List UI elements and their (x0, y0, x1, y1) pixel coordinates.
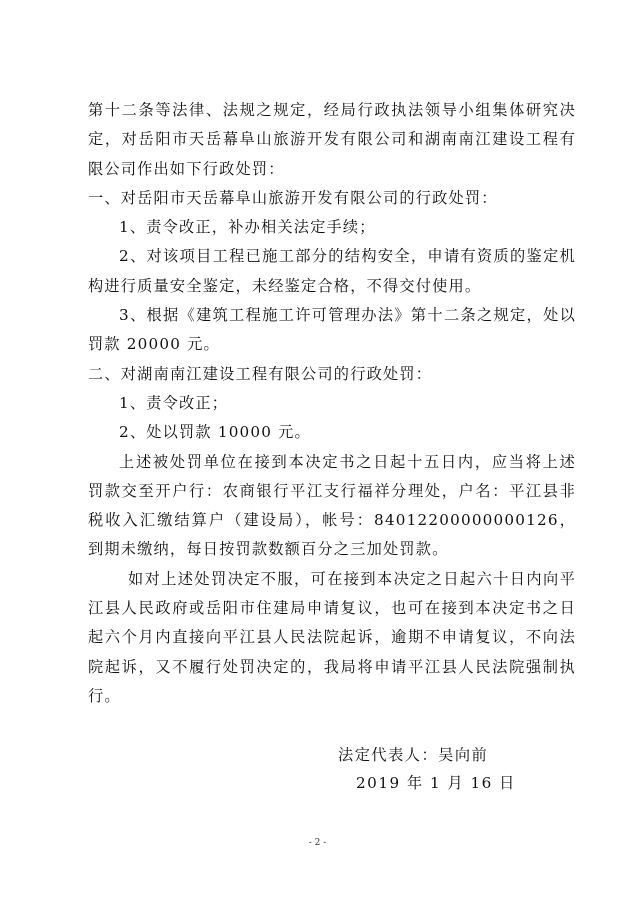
page-number: - 2 - (308, 838, 327, 848)
decision-date: 2019 年 1 月 16 日 (356, 774, 516, 792)
document-body (88, 96, 576, 711)
payment-paragraph: 上述被处罚单位在接到本决定书之日起十五日内，应当将上述罚款交至开户行：农商银行平江支行福祥分理处，户名：平江县非税收入汇缴结算户（建设局），帐号：84012200000000126，到期未缴纳，每日按罚款数额百分之三加处罚款。 (88, 452, 576, 559)
intro-paragraph: 第十二条等法律、法规之规定，经局行政执法领导小组集体研究决定，对岳阳市天岳幕阜山旅游开发有限公司和湖南南江建设工程有限公司作出如下行政处罚： (88, 101, 576, 178)
section-2-item-2: 2、处以罚款 10000 元。 (119, 423, 311, 442)
section-2-heading: 二、对湖南南江建设工程有限公司的行政处罚： (88, 364, 433, 383)
section-1-item-3: 3、根据《建筑工程施工许可管理办法》第十二条之规定，处以罚款 20000 元。 (88, 306, 576, 354)
section-1-item-2: 2、对该项目工程已施工部分的结构安全，申请有资质的鉴定机构进行质量安全鉴定，未经鉴定合格，不得交付使用。 (88, 247, 576, 295)
appeal-paragraph: 如对上述处罚决定不服，可在接到本决定之日起六十日内向平江县人民政府或岳阳市住建局申请复议，也可在接到本决定书之日起六个月内直接向平江县人民法院起诉，逾期不申请复议，不向法院起诉，又不履行处罚决定的，我局将申请平江县人民法院强制执行。 (88, 569, 576, 705)
legal-representative: 法定代表人：吴向前 (338, 746, 489, 764)
section-1-item-1: 1、责令改正，补办相关法定手续； (119, 218, 376, 237)
section-2-item-1: 1、责令改正； (119, 393, 229, 412)
section-1-heading: 一、对岳阳市天岳幕阜山旅游开发有限公司的行政处罚： (88, 188, 498, 207)
